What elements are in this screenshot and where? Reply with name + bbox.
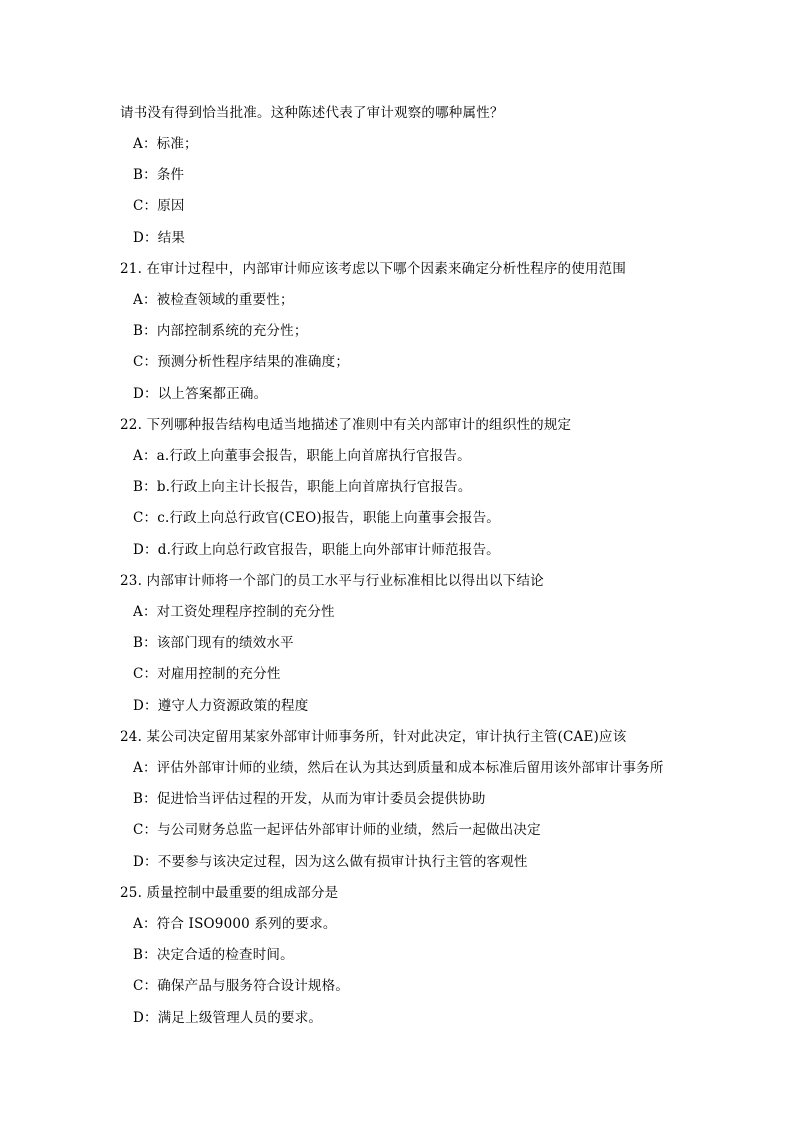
option-c: C：确保产品与服务符合设计规格。 — [133, 978, 350, 994]
question-text: 请书没有得到恰当批准。这种陈述代表了审计观察的哪种属性？ — [120, 105, 504, 121]
option-a: A：标准； — [133, 136, 198, 152]
option-c: C：与公司财务总监一起评估外部审计师的业绩，然后一起做出决定 — [133, 822, 541, 838]
question-25: 25. 质量控制中最重要的组成部分是 — [120, 885, 339, 901]
question-22: 22. 下列哪种报告结构电适当地描述了准则中有关内部审计的组织性的规定 — [120, 417, 572, 433]
option-c: C：c.行政上向总行政官(CEO)报告，职能上向董事会报告。 — [133, 510, 500, 526]
option-c: C：预测分析性程序结果的准确度； — [133, 354, 350, 370]
option-a: A：对工资处理程序控制的充分性 — [133, 604, 335, 620]
option-b: B：该部门现有的绩效水平 — [133, 635, 294, 651]
option-d: D：以上答案都正确。 — [133, 386, 268, 402]
option-c: C：对雇用控制的充分性 — [133, 666, 281, 682]
question-21: 21. 在审计过程中，内部审计师应该考虑以下哪个因素来确定分析性程序的使用范围 — [120, 261, 627, 277]
option-b: B：条件 — [133, 167, 185, 183]
option-d: D：遵守人力资源政策的程度 — [133, 698, 309, 714]
question-23: 23. 内部审计师将一个部门的员工水平与行业标准相比以得出以下结论 — [120, 573, 544, 589]
option-b: B：内部控制系统的充分性； — [133, 323, 308, 339]
option-d: D：满足上级管理人员的要求。 — [133, 1010, 323, 1026]
option-a: A：符合 ISO9000 系列的要求。 — [133, 916, 337, 932]
option-b: B：b.行政上向主计长报告，职能上向首席执行官报告。 — [133, 479, 472, 495]
option-a: A：被检查领域的重要性； — [133, 292, 294, 308]
option-a: A：评估外部审计师的业绩，然后在认为其达到质量和成本标准后留用该外部审计事务所 — [133, 760, 664, 776]
option-d: D：d.行政上向总行政官报告，职能上向外部审计师范报告。 — [133, 542, 500, 558]
option-b: B：决定合适的检查时间。 — [133, 947, 294, 963]
option-c: C：原因 — [133, 198, 185, 214]
option-d: D：不要参与该决定过程，因为这么做有损审计执行主管的客观性 — [133, 854, 528, 870]
option-d: D：结果 — [133, 230, 186, 246]
option-a: A：a.行政上向董事会报告，职能上向首席执行官报告。 — [133, 448, 471, 464]
option-b: B：促进恰当评估过程的开发，从而为审计委员会提供协助 — [133, 791, 486, 807]
question-24: 24. 某公司决定留用某家外部审计师事务所，针对此决定，审计执行主管(CAE)应该 — [120, 729, 627, 745]
